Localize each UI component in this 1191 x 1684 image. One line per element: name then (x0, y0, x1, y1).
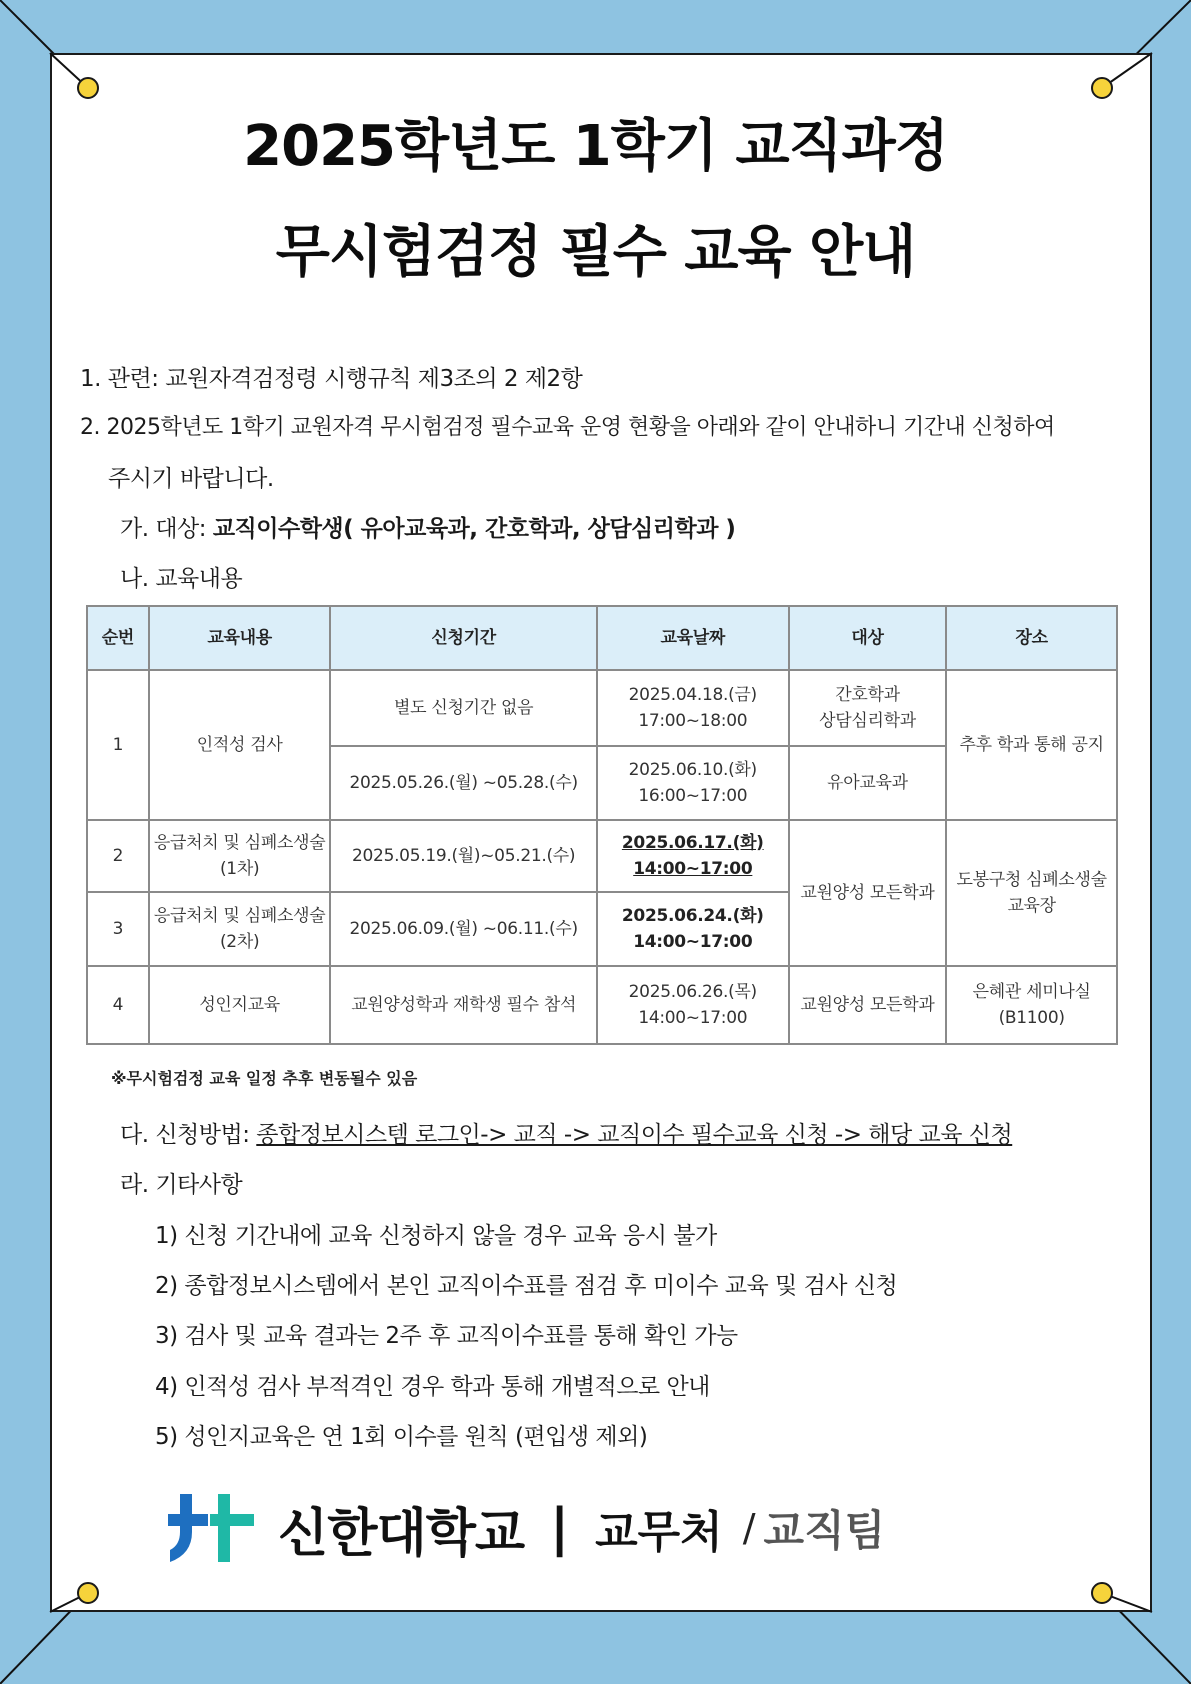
row1b-date-time: 16:00~17:00 (638, 786, 748, 806)
office-name: 교무처 (595, 1507, 723, 1558)
row4-place-a: 은혜관 세미나실 (972, 981, 1091, 1002)
pin-bottom-left (77, 1582, 99, 1604)
header-no: 순번 (87, 606, 149, 670)
row3-content-b: (2차) (219, 932, 260, 952)
row2-content-a: 응급처치 및 심폐소생술 (153, 832, 326, 853)
header-place: 장소 (946, 606, 1117, 670)
row3-content (149, 892, 331, 966)
row2-target: 교원양성 모든학과 (789, 820, 947, 966)
pin-top-right (1091, 77, 1113, 99)
apply-label: 다. 신청방법: (120, 1122, 257, 1148)
row2-place-a: 도봉구청 심폐소생술 (956, 869, 1107, 890)
row1b-period: 2025.05.26.(월) ~05.28.(수) (330, 746, 597, 820)
table-row (87, 670, 1117, 746)
row4-target: 교원양성 모든학과 (789, 966, 947, 1044)
education-table (86, 605, 1118, 1045)
etc-item: 5) 성인지교육은 연 1회 이수를 원칙 (편입생 제외) (155, 1424, 648, 1450)
row4-period: 교원양성학과 재학생 필수 참석 (330, 966, 597, 1044)
row1-content: 인적성 검사 (149, 670, 331, 820)
row2-place-b: 교육장 (1007, 896, 1056, 916)
row3-content-a: 응급처치 및 심폐소생술 (153, 905, 326, 926)
target-value: 교직이수학생( 유아교육과, 간호학과, 상담심리학과 ) (212, 516, 736, 542)
university-name: 신한대학교 (278, 1503, 525, 1564)
etc-item: 2) 종합정보시스템에서 본인 교직이수표를 점검 후 미이수 교육 및 검사 신청 (155, 1273, 898, 1299)
row1-target-b: 상담심리학과 (819, 711, 916, 731)
row1-date (597, 670, 789, 746)
table-row (87, 820, 1117, 892)
row3-date-time: 14:00~17:00 (633, 932, 753, 952)
apply-line (120, 1116, 1012, 1149)
target-line (120, 510, 735, 543)
row2-date-day: 2025.06.17.(화) (621, 832, 764, 853)
pin-bottom-right (1091, 1582, 1113, 1604)
row4-place-b: (B1100) (998, 1008, 1065, 1028)
row4-date-time: 14:00~17:00 (638, 1008, 748, 1028)
header-target: 대상 (789, 606, 947, 670)
footer-separator: | (550, 1498, 570, 1558)
row2-place (946, 820, 1117, 966)
table-header-row (87, 606, 1117, 670)
table-row (87, 966, 1117, 1044)
apply-path: 종합정보시스템 로그인-> 교직 -> 교직이수 필수교육 신청 -> 해당 교육 신청 (256, 1122, 1013, 1148)
row2-date (597, 820, 789, 892)
footer-signature (166, 1488, 885, 1568)
row1b-date-day: 2025.06.10.(화) (628, 759, 757, 780)
row3-date (597, 892, 789, 966)
pin-top-left (77, 77, 99, 99)
row1-target-a: 간호학과 (835, 684, 900, 705)
title-line-2: 무시험검정 필수 교육 안내 (275, 220, 916, 285)
header-date: 교육날짜 (597, 606, 789, 670)
row4-date-day: 2025.06.26.(목) (628, 981, 757, 1002)
row1-place: 추후 학과 통해 공지 (946, 670, 1117, 820)
row4-place (946, 966, 1117, 1044)
target-label: 가. 대상: (120, 516, 213, 542)
row1-period: 별도 신청기간 없음 (330, 670, 597, 746)
etc-item: 3) 검사 및 교육 결과는 2주 후 교직이수표를 통해 확인 가능 (155, 1323, 738, 1349)
row2-date-time: 14:00~17:00 (633, 859, 753, 879)
etc-label: 라. 기타사항 (120, 1172, 243, 1198)
row1-target (789, 670, 947, 746)
row2-period: 2025.05.19.(월)~05.21.(수) (330, 820, 597, 892)
row2-content-b: (1차) (219, 859, 260, 879)
row1b-date (597, 746, 789, 820)
etc-item: 1) 신청 기간내에 교육 신청하지 않을 경우 교육 응시 불가 (155, 1223, 717, 1249)
row1-date-day: 2025.04.18.(금) (628, 684, 757, 705)
footer-slash: / (742, 1506, 756, 1550)
row3-period: 2025.06.09.(월) ~06.11.(수) (330, 892, 597, 966)
row1b-target: 유아교육과 (789, 746, 947, 820)
row2-content (149, 820, 331, 892)
row4-content: 성인지교육 (149, 966, 331, 1044)
row1-date-time: 17:00~18:00 (638, 711, 748, 731)
header-content: 교육내용 (149, 606, 331, 670)
university-logo-icon (166, 1492, 256, 1564)
row4-no: 4 (87, 966, 149, 1044)
content-label: 나. 교육내용 (120, 566, 243, 592)
team-name: 교직팀 (763, 1506, 886, 1555)
row2-no: 2 (87, 820, 149, 892)
schedule-note: ※무시험검정 교육 일정 추후 변동될수 있음 (111, 1069, 418, 1088)
header-period: 신청기간 (330, 606, 597, 670)
etc-item: 4) 인적성 검사 부적격인 경우 학과 통해 개별적으로 안내 (155, 1374, 710, 1400)
intro-item-1: 1. 관련: 교원자격검정령 시행규칙 제3조의 2 제2항 (80, 366, 583, 392)
row3-date-day: 2025.06.24.(화) (621, 905, 764, 926)
row4-date (597, 966, 789, 1044)
intro-item-2a: 2. 2025학년도 1학기 교원자격 무시험검정 필수교육 운영 현황을 아래와 같이 안내하니 기간내 신청하여 (80, 415, 1055, 440)
title-line-1: 2025학년도 1학기 교직과정 (243, 114, 948, 179)
intro-item-2b: 주시기 바랍니다. (108, 466, 274, 492)
row1-no: 1 (87, 670, 149, 820)
row3-no: 3 (87, 892, 149, 966)
